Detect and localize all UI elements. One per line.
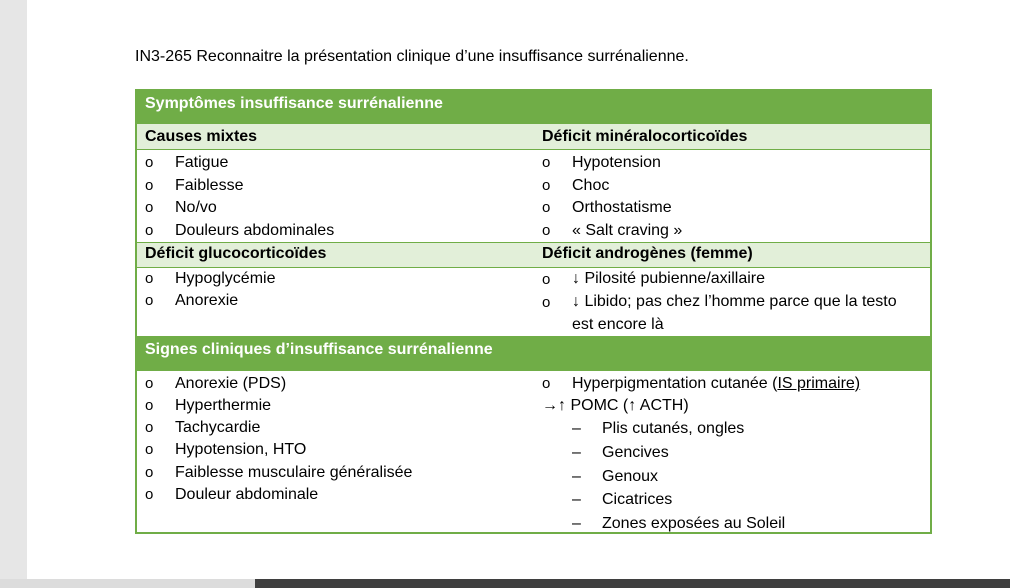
list-item: Faiblesse: [175, 177, 244, 194]
list-item: Cicatrices: [602, 491, 673, 508]
viewer-gutter: [0, 0, 27, 588]
list-item: Hypoglycémie: [175, 270, 276, 287]
bullet-icon: o: [145, 464, 154, 481]
list-item: ↓ Libido; pas chez l’homme parce que la testo: [572, 293, 897, 310]
section-title: Signes cliniques d’insuffisance surrénalienne: [145, 341, 493, 358]
is-primaire-link: IS primaire): [777, 375, 861, 392]
list-item: Hyperthermie: [175, 397, 272, 414]
list-item: Douleurs abdominales: [175, 222, 335, 239]
subheader-row-2: [137, 242, 930, 268]
list-item: Anorexie (PDS): [175, 375, 287, 392]
dash-icon: –: [572, 468, 581, 485]
bullet-icon: o: [542, 294, 551, 311]
section-header-symptomes: [137, 91, 930, 124]
bullet-icon: o: [145, 486, 154, 503]
list-item: Genoux: [602, 468, 659, 485]
list-item: « Salt craving »: [572, 222, 683, 239]
list-item-continuation: est encore là: [572, 316, 664, 333]
list-item: Hypotension: [572, 154, 661, 171]
bullet-icon: o: [542, 199, 551, 216]
list-item: Faiblesse musculaire généralisée: [175, 464, 413, 481]
section-title: Symptômes insuffisance surrénalienne: [145, 95, 443, 112]
hyperpigmentation-text: Hyperpigmentation cutanée (: [572, 375, 778, 392]
list-item: Anorexie: [175, 292, 239, 309]
bullet-icon: o: [542, 375, 551, 392]
list-item: Orthostatisme: [572, 199, 672, 216]
dash-icon: –: [572, 515, 581, 532]
list-item-hyperpigmentation: [572, 374, 860, 394]
subheader-deficit-gluco: Déficit glucocorticoïdes: [145, 245, 327, 262]
subheader-causes-mixtes: Causes mixtes: [145, 128, 258, 145]
pomc-line: →↑ POMC (↑ ACTH): [542, 397, 689, 414]
list-item: Tachycardie: [175, 419, 261, 436]
subheader-deficit-andro: Déficit androgènes (femme): [542, 245, 753, 262]
bullet-icon: o: [542, 222, 551, 239]
bullet-icon: o: [542, 271, 551, 288]
dash-icon: –: [572, 444, 581, 461]
subheader-deficit-mineralo: Déficit minéralocorticoïdes: [542, 128, 748, 145]
bullet-icon: o: [145, 441, 154, 458]
document-heading: IN3-265 Reconnaitre la présentation clinique d’une insuffisance surrénalienne.: [135, 48, 689, 65]
viewer-bottom-bar: [0, 579, 255, 588]
dash-icon: –: [572, 420, 581, 437]
list-item: No/vo: [175, 199, 217, 216]
list-item: Fatigue: [175, 154, 229, 171]
bullet-icon: o: [145, 375, 154, 392]
bullet-icon: o: [145, 177, 154, 194]
list-item: ↓ Pilosité pubienne/axillaire: [572, 270, 765, 287]
bullet-icon: o: [145, 292, 154, 309]
horizontal-scrollbar[interactable]: [255, 579, 1010, 588]
bullet-icon: o: [542, 154, 551, 171]
list-item: Plis cutanés, ongles: [602, 420, 745, 437]
list-item: Zones exposées au Soleil: [602, 515, 786, 532]
bullet-icon: o: [145, 154, 154, 171]
bullet-icon: o: [145, 270, 154, 287]
row-divider: [137, 369, 930, 371]
bullet-icon: o: [145, 222, 154, 239]
list-item: Hypotension, HTO: [175, 441, 307, 458]
bullet-icon: o: [145, 199, 154, 216]
dash-icon: –: [572, 491, 581, 508]
list-item: Douleur abdominale: [175, 486, 319, 503]
list-item: Gencives: [602, 444, 669, 461]
section-header-signes: [137, 338, 930, 369]
symptoms-table: [135, 89, 932, 534]
subheader-row-1: [137, 124, 930, 150]
bullet-icon: o: [542, 177, 551, 194]
bullet-icon: o: [145, 397, 154, 414]
list-item: Choc: [572, 177, 610, 194]
bullet-icon: o: [145, 419, 154, 436]
